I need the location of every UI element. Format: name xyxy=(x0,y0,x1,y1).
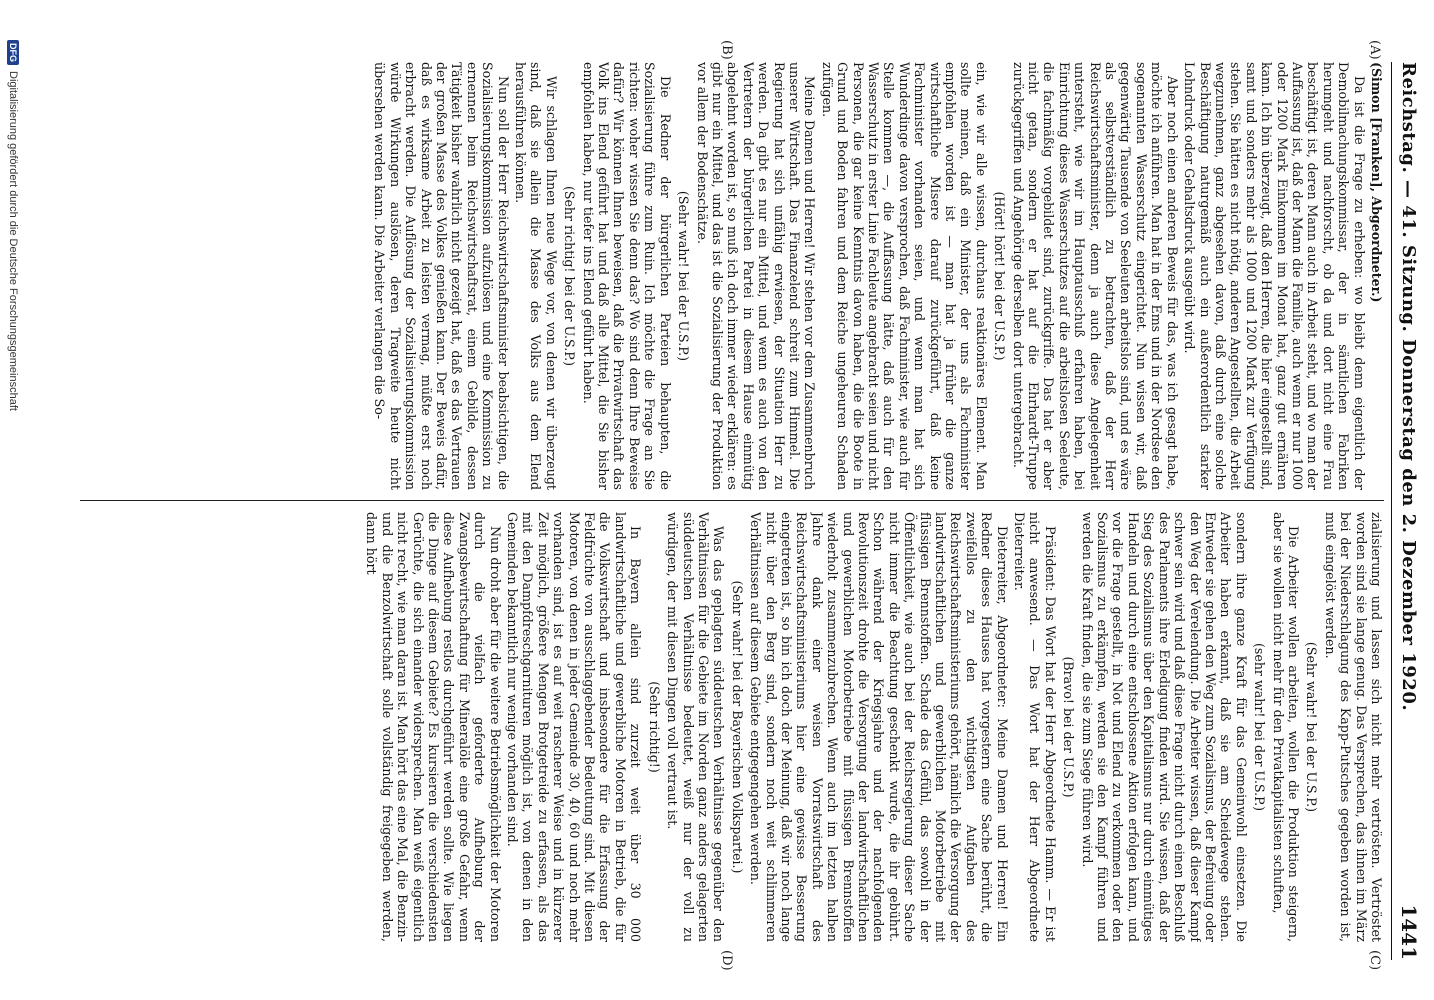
paragraph: Die Arbeiter wollen arbeiten, wollen die Produktion steigern, aber sie wollen nicht mehr für den Privatkapitalisten schuften, xyxy=(1270,512,1301,942)
paragraph: Präsident: Das Wort hat der Herr Abgeordnete Hamm. — Er ist nicht anwesend. — Das Wort hat der Herr Abgeordnete Dieterreiter. xyxy=(1012,512,1058,942)
digitization-credit xyxy=(4,0,22,1000)
paragraph: Was das geplagten süddeutschen Verhältnisse gegenüber den Verhältnissen für die Gebiete im Norden ganz anders gelagerten süddeutschen Verhältnisse bedeutet, weiß nur der voll zu würdigen, der mit diesen Dingen voll vertraut ist. xyxy=(665,512,727,942)
interjection: (Sehr richtig!) xyxy=(646,681,662,773)
speaker-line: (Simon [Franken], Abgeordneter.) xyxy=(1369,62,1384,303)
left-column xyxy=(80,62,1384,490)
paragraph: sondern ihre ganze Kraft für das Gemeinwohl einsetzen. Die Arbeiter haben erkannt, daß sie am Scheidewege stehen. Entweder sie gehen den Weg zum Sozialismus, der Befreiung oder den Weg der Verelendung. Die Arbeiter wissen, daß dieser Kampf schwer sein wird und daß diese Frage nicht durch einen Beschluß des Parlaments ihre Erledigung finden wird. Sie wissen, daß der Sieg des Sozialismus über den Kapitalismus nur durch einmütiges Handeln und durch eine entschlossene Aktion erfolgen kann, und vor die Frage gestellt, in Not und Elend zu verkommen oder den Sozialismus zu erkämpfen, werden sie den Kampf führen und werden die Kraft finden, die sie zum Siege führen wird. xyxy=(1079,512,1249,942)
right-column xyxy=(80,512,1384,942)
paragraph: Die Redner der bürgerlichen Parteien behaupten, die Sozialisierung führe zum Ruin. Ich möchte die Frage an Sie richten: woher wissen Sie denn das? Wo sind denn Ihre Beweise dafür? Wir können Ihnen beweisen, daß die Privatwirtschaft das Volk ins Elend geführt hat und daß alle Mittel, die Sie bisher empfohlen haben, nur tiefer ins Elend geführt haben. xyxy=(580,62,673,490)
paragraph: Dieterreiter, Abgeordneter: Meine Damen und Herren! Ein Redner dieses Hauses hat vorgestern eine Sache berührt, die zweifellos zu den wichtigsten Aufgaben des Reichswirtschaftsministeriums gehört, nämlich die Versorgung der landwirtschaftlichen und gewerblichen Motorbetriebe mit flüssigen Brennstoffen. Schade das Gefühl, das sowohl in der Öffentlichkeit, wie auch bei der Reichsregierung dieser Sache nicht immer die Beachtung geschenkt wurde, die ihr gebührt. Schon während der Kriegsjahre und der nachfolgenden Revolutionszeit drohte die Versorgung der landwirtschaftlichen und gewerblichen Motorbetriebe mit flüssigen Brennstoffen wiederholt zusammenzubrechen. Wenn auch im letzten halben Jahre dank einer weisen Vorratswirtschaft des Reichswirtschaftsministeriums hier eine gewisse Besserung eingetreten ist, so bin ich doch der Meinung, daß wir noch lange nicht über den Berg sind, sondern noch weit schlimmeren Verhältnissen auf diesem Gebiete entgegengehen werden. xyxy=(748,512,1010,942)
header-title: Reichstag. — 41. Sitzung. Donnerstag den 2. Dezember 1920. xyxy=(1398,62,1420,712)
credit-text: Digitalisierung gefördert durch die Deutsche Forschungsgemeinschaft xyxy=(7,71,19,411)
paragraph: Nun soll der Herr Reichswirtschaftsminister beabsichtigen, die Sozialisierungskommission aufzulösen und eine Kommission zu ernennen beim Reichswirtschaftsrat, einem Gebilde, dessen Tätigkeit bisher wahrlich nicht gezeigt hat, daß es das Vertrauen der großen Masse des Volkes genießen kann. Der Beweis dafür, daß es wirksame Arbeit zu leisten vermag, müßte erst noch erbracht werden. Die Auflösung der Sozialisierungskommission würde Wirkungen auslösen, deren Tragweite heute nicht übersehen werden kann. Die Arbeiter verlangen die So- xyxy=(372,62,511,490)
paragraph: In Bayern allein sind zurzeit weit über 30 000 landwirtschaftliche und gewerbliche Motoren in Betrieb, die für die Volkswirtschaft und insbesondere für die Erfassung der Feldfrüchte von ausschlaggebender Bedeutung sind. Mit diesen Motoren, von denen in jeder Gemeinde 30, 40, 60 und noch mehr vorhanden sind, ist es auf weit rascherer Weise und in kürzerer Zeit möglich, größere Mengen Brotgetreide zu erfassen, als das mit den Dampfdreschgarnituren möglich ist, von denen in den Gemeinden bekanntlich nur wenige vorhanden sind. xyxy=(505,512,644,942)
paragraph: zialisierung und lassen sich nicht mehr vertrösten. Vertröstet worden sind sie lange genug. Das Versprechen, das ihnen im März bei der Niederschlagung des Kapp-Putsches gegeben worden ist, muß eingelöst werden. xyxy=(1322,512,1384,942)
column-divider xyxy=(80,500,1384,501)
interjection: (Sehr wahr! bei der U.S.P.) xyxy=(1304,641,1320,813)
page-header xyxy=(1391,62,1426,960)
interjection: (Sehr wahr! bei der Bayerischen Volkspartei.) xyxy=(729,580,745,874)
interjection: (sehr wahr! bei der U.S.P.) xyxy=(1252,642,1268,811)
interjection: (Bravo! bei der U.S.P.) xyxy=(1061,656,1077,798)
margin-marker-a: (A) xyxy=(1367,40,1382,60)
margin-marker-c: (C) xyxy=(1367,950,1382,971)
paragraph: Wir schlagen Ihnen neue Wege vor, von denen wir überzeugt sind, daß sie allein die Masse des Volks aus dem Elend herausführen können. xyxy=(513,62,559,490)
interjection: (Sehr richtig! bei der U.S.P.) xyxy=(562,185,578,367)
page-number: 1441 xyxy=(1397,904,1421,960)
paragraph: Nun droht aber für die weitere Betriebsmöglichkeit der Motoren durch die vielfach geforderte Aufhebung der Zwangsbewirtschaftung für Mineralöle eine große Gefahr, wenn diese Aufhebung restlos durchgeführt werden sollte. Wie liegen die Dinge auf diesem Gebiete? Es kursieren die verschiedensten Gerüchte, die sich einander widersprechen. Man weiß eigentlich nicht recht, wie man daran ist. Man hört das eine Mal, die Benzin- und die Benzolwirtschaft solle vollständig freigegeben werden, dann hört xyxy=(364,512,503,942)
paragraph: ein, wie wir alle wissen, durchaus reaktionäres Element. Man sollte meinen, daß ein Minister, der uns als Fachminister empfohlen worden ist — man hat ja früher die ganze wirtschaftliche Misere darauf zurückgeführt, daß keine Fachminister vorhanden seien, und wenn man hat sich Wunderdinge davon versprochen, daß Fachminister, wie auch für Stelle kommen —, die Auffassung hätte, daß auch für den Wasserschutz in erster Linie Fachleute angebracht seien und nicht Personen, die gar keine Kenntnis davon haben, die die Boote in Grund und Boden fahren und dem Reiche ungeheuren Schaden zufügen. xyxy=(819,62,989,490)
interjection: (Hört! hört! bei der U.S.P.) xyxy=(992,191,1008,361)
paragraph: Meine Damen und Herren! Wir stehen vor dem Zusammenbruch unserer Wirtschaft. Das Finanzelend schreit zum Himmel. Die Regierung hat sich unfähig erwiesen, der Situation Herr zu werden. Da gibt es nur ein Mittel, und wenn es auch von den Vertretern der bürgerlichen Partei in diesem Hause einmütig abgelehnt worden ist, so muß ich doch immer wieder erklären: es gibt nur ein Mittel, und das ist die Sozialisierung der Produktion vor allem der Bodenschätze. xyxy=(694,62,818,490)
paragraph: Aber noch einen anderen Beweis für das, was ich gesagt habe, möchte ich anführen. Man hat in der Ems und in der Nordsee den sogenannten Wasserschutz eingerichtet. Nun wissen wir, daß gegenwärtig Tausende von Seeleuten arbeitslos sind, und es wäre als selbstverständlich zu betrachten, daß der Herr Reichswirtschaftsminister, denn ja auch diese Angelegenheit untersteht, wie wir im Hauptausschuß erfahren haben, bei Einrichtung dieses Wasserschutzes auf die arbeitslosen Seeleute, die fachmäßig vorgebildet sind, zurückgriffe. Das hat er aber nicht getan, sondern er hat auf die Ehrhardt-Truppe zurückgegriffen und Angehörige derselben dort untergebracht. xyxy=(1010,62,1180,490)
interjection: (Sehr wahr! bei der U.S.P.) xyxy=(676,190,692,362)
dfg-logo: DFG xyxy=(7,40,19,65)
margin-marker-b: (B) xyxy=(719,40,734,60)
margin-marker-d: (D) xyxy=(719,950,734,971)
paragraph: Da ist die Frage zu erheben: wo bleibt denn eigentlich der Demobilmachungskommissar, der in sämtlichen Fabriken herumgeht und nachforscht, ob da und dort nicht eine Frau beschäftigt ist, deren Mann auch in Arbeit steht, und wo man der Auffassung ist, daß der Mann die Familie, auch wenn er nur 1000 oder 1200 Mark Einkommen im Monat hat, ganz gut ernähren kann. Ich bin überzeugt, daß den Herren, die hier eingestellt sind, samt und sonders mehr als 1000 und 1200 Mark zur Verfügung stehen. Sie hätten es nicht nötig, anderen Angestellten, die Arbeit wegzunehmen, ganz abgesehen davon, daß durch eine solche Beschäftigung naturgemäß auch ein außerordentlich starker Lohndruck oder Gehaltsdruck ausgeübt wird. xyxy=(1182,62,1367,490)
